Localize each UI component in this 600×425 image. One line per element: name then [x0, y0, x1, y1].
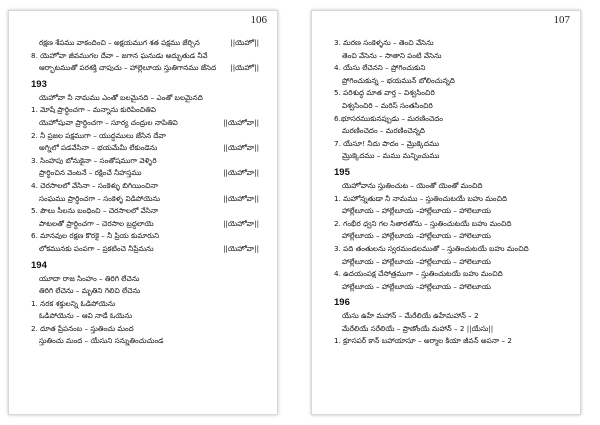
refrain-marker: ||యెహో|| — [230, 63, 259, 73]
verse-text: స్తుతించు మంద – యేసుని సన్నుతించుచుండ — [39, 336, 164, 346]
verse-line — [334, 243, 568, 256]
verse-line — [31, 273, 265, 286]
verse-text: యెహోవా నీ నామము ఎంతో బలమైనది – ఎంతో బలమైనది — [39, 92, 203, 102]
verse-line — [31, 218, 265, 231]
verse-line — [31, 323, 265, 336]
verse-text: మరణించెదం – మరణించెన్నది — [342, 126, 425, 136]
verse-text: ఆర్భాటముతో పరశక్తి చాపుచు – హాల్లెలూయ స్తుతిగానము జేసెద — [39, 63, 217, 73]
verse-line — [334, 138, 568, 151]
verse-text: 5. పౌలు సీలను బంధించి – చెరసాలలో వేసినా — [31, 206, 159, 216]
verse-text: 6. మానవుల రక్షణ కొరకై – నీ ప్రియ కుమారుని — [31, 231, 160, 241]
verse-text: హాల్లేలూయ – హాల్లేలూయ –హాల్లేలూయ – హాలెలూయ — [342, 256, 491, 266]
verse-text: తెంచి వేసెను – సాతాని పంటి వేసెను — [342, 50, 442, 60]
verse-text: తిరిగి లేచెను – మృతిని గెలిచి లేచెను — [39, 286, 141, 296]
verse-text: యెహోషువా ప్రార్థించగా – సూర్య చంద్రుల నాపితివి — [39, 117, 178, 127]
verse-text: 1. మోషే ప్రార్థించగా – మన్నాను కురిపించితివి — [31, 105, 156, 115]
refrain-marker: ||యెహోవా|| — [223, 143, 259, 153]
verse-line — [31, 117, 265, 130]
verse-line — [334, 50, 568, 63]
verse-text: హాల్లేలూయ – హాల్లేలూయ –హాల్లేలూయ – హాలెలూయ — [342, 206, 491, 216]
verse-line — [31, 310, 265, 323]
verse-line — [334, 268, 568, 281]
verse-line — [334, 125, 568, 138]
verse-line — [31, 285, 265, 298]
verse-text: ప్రోగించుకున్న – భయమున్ బోలించున్నది — [342, 75, 455, 85]
verse-line — [334, 310, 568, 323]
verse-text: హాల్లేలూయ – హాల్లేలూయ –హాల్లేలూయ – హాలెలూయ — [342, 281, 491, 291]
verse-line — [334, 100, 568, 113]
verse-line — [334, 180, 568, 193]
verse-line — [334, 218, 568, 231]
verse-line — [31, 142, 265, 155]
verse-text: 3. పది తంతులను స్వరమండలముతో – స్తుతించుటయే బహు మంచిది — [334, 243, 529, 253]
page-number: 107 — [553, 14, 570, 26]
page-content — [31, 37, 265, 348]
refrain-marker: ||యెహోవా|| — [223, 117, 259, 127]
verse-text: యెహోవాను స్తుతించుట – యెంతో యెంతో మంచిది — [342, 180, 483, 190]
verse-line — [334, 256, 568, 269]
verse-line — [334, 281, 568, 294]
verse-text: మేరేలియే సరేలియే – ప్రాణోంయే మహాన్ – 2 ||యేసు|| — [342, 323, 494, 333]
verse-line — [334, 323, 568, 336]
verse-text: 3. మరణ సంకెళ్ళను – తెంచి వేసెను — [334, 38, 434, 47]
verse-line — [31, 62, 265, 75]
right-page — [311, 10, 581, 415]
verse-text: రక్షణ శేపము వాకందించి – అక్షయముగ శత పక్షము జేర్చిన — [39, 38, 200, 47]
refrain-marker: ||యెహో|| — [230, 38, 259, 47]
verse-line — [334, 62, 568, 75]
verse-text: ప్రార్థించిన వెంటనే – రక్షించే నీహస్తము — [39, 168, 142, 178]
verse-text: 4. ఉదయంపక్ష చేసోత్రముగా – స్తుతించుటయే బహు మంచిది — [334, 269, 503, 279]
verse-text: హాల్లేలూయ – హాల్లేలూయ –హాల్లేలూయ – హాలెలూయ — [342, 231, 491, 241]
hymn-number: 194 — [31, 259, 47, 271]
verse-text: 8. యెహోవా జీవముగల దేవా – జగాన ఘనుడు అద్భుతుడ నీవే — [31, 50, 208, 60]
verse-line — [31, 243, 265, 256]
refrain-marker: ||యెహోవా|| — [223, 218, 259, 228]
hymn-number: 195 — [334, 166, 350, 178]
verse-text: 2. గంభీర ధ్వని గల సితారతోను – స్తుతించుటయే బహు మంచిది — [334, 218, 512, 228]
verse-text: 4. చెరసాలలో వేసినా – సంకెళ్ళు బిగియించినా — [31, 180, 158, 190]
page-number: 106 — [250, 14, 267, 26]
refrain-marker: ||యెహోవా|| — [223, 243, 259, 253]
verse-line — [334, 193, 568, 206]
verse-text: సంఘము ప్రార్థించగా – సంకెళ్ళ విడిపోయెను — [39, 193, 161, 203]
verse-line — [334, 230, 568, 243]
verse-line — [334, 87, 568, 100]
verse-text: 7. యేసూ! నీదు పాదం – మ్రొక్కెదము — [334, 138, 440, 148]
verse-line — [31, 50, 265, 63]
page-content — [334, 37, 568, 348]
verse-text: 1. నరక శక్తులన్ని ఓడిపోయెను — [31, 298, 116, 308]
verse-text: అగ్నిలో పడవేసినా – భయమేమీ లేకుండెను — [39, 143, 158, 153]
verse-text: మ్రొక్కెదము – మము మన్నించుము — [342, 151, 440, 161]
verse-line — [31, 193, 265, 206]
verse-line — [334, 150, 568, 163]
verse-line — [334, 335, 568, 348]
verse-text: యేసు ఉహే మహాన్ – మేరేలియే ఉహేమహాన్ – 2 — [342, 311, 479, 321]
verse-line — [334, 37, 568, 50]
verse-text: 2. దూత ప్రేపనంబ – స్తుతించు మంద — [31, 323, 134, 333]
verse-line — [31, 130, 265, 143]
verse-line — [334, 205, 568, 218]
verse-line — [31, 180, 265, 193]
verse-text: విశ్వసించిరి – మరిస్ సంతసించిరి — [342, 100, 433, 110]
verse-text: ఓడిపోయెను – ఆవి నాడే ఓయెను — [39, 311, 133, 321]
verse-line — [31, 205, 265, 218]
refrain-marker: ||యెహోవా|| — [223, 168, 259, 178]
verse-text: లోకమునకు పంపగా – ప్రకటించె నీప్రేమను — [39, 243, 154, 253]
verse-line — [31, 104, 265, 117]
verse-line — [334, 75, 568, 88]
verse-line — [31, 230, 265, 243]
verse-line — [31, 298, 265, 311]
verse-line — [31, 167, 265, 180]
verse-text: 1. మహోన్నతుడా నీ నామము – స్తుతించుటయే బహు మంచిది — [334, 193, 508, 203]
verse-text: 4. యేసు లేచెనని – ప్రోగించుకుని — [334, 63, 426, 73]
verse-text: యూదా రాజ సింహం – తిరిగి లేచెను — [39, 273, 140, 283]
verse-text: పాటలతో ప్రార్థించగా – చెరసాల బ్రద్దలాయె — [39, 218, 154, 228]
hymn-number: 193 — [31, 78, 47, 90]
verse-text: 5. పరిశుద్ధ మాత వార్త – విశ్వసించిరి — [334, 88, 435, 98]
verse-line — [31, 37, 265, 50]
verse-line — [334, 113, 568, 126]
verse-line — [31, 92, 265, 105]
verse-line — [31, 155, 265, 168]
verse-text: 2. నీ ప్రజల పక్షముగా – యుద్ధములు జేసిన దేవా — [31, 130, 166, 140]
left-page — [8, 10, 278, 415]
refrain-marker: ||యెహోవా|| — [223, 193, 259, 203]
verse-text: 3. సింహపు బోనుకైనా – సంతోషముగా వెళ్ళిరి — [31, 155, 157, 165]
verse-text: 1. క్రూసపర్ కాన్ బహాయాసూ – అర్మాల కియా జీవన్ అపనా – 2 — [334, 336, 512, 346]
verse-text: 6.భూసరముకునప్పుడు – మరణించెదం — [334, 113, 443, 123]
hymn-number: 196 — [334, 297, 350, 309]
verse-line — [31, 335, 265, 348]
